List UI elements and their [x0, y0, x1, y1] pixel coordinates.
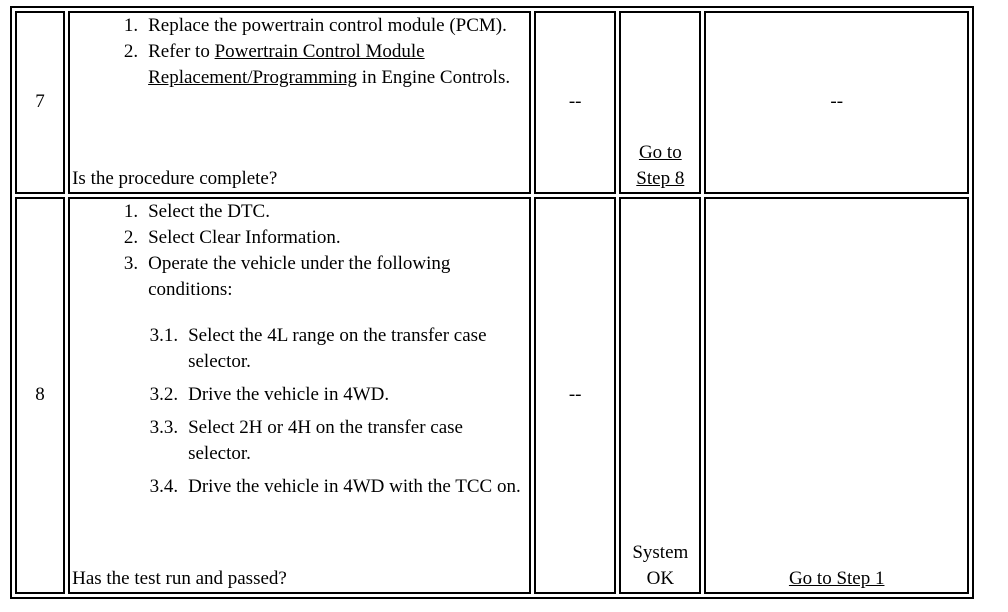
item-number: 3. [123, 252, 139, 274]
action-list [70, 13, 529, 91]
action-list [70, 199, 529, 303]
item-text: Select 2H or 4H on the transfer case selector. [188, 416, 463, 464]
step-question: Is the procedure complete? [72, 167, 278, 189]
value-cell: -- [534, 197, 616, 594]
step-number: 7 [15, 11, 65, 194]
item-text-pre: Refer to [148, 41, 215, 62]
list-item [70, 415, 529, 467]
step-number: 8 [15, 197, 65, 594]
step-question: Has the test run and passed? [72, 568, 287, 589]
yes-cell [619, 197, 701, 594]
list-item [70, 382, 529, 408]
yes-line-1: System [632, 542, 689, 563]
yes-line-2: OK [646, 568, 675, 589]
action-cell [68, 11, 531, 194]
value-cell: -- [534, 11, 616, 194]
go-to-step-8-link[interactable] [636, 140, 684, 192]
action-cell [68, 197, 531, 594]
system-ok-text [632, 540, 688, 592]
step-row-8 [15, 197, 969, 594]
item-text: Drive the vehicle in 4WD with the TCC on. [188, 475, 521, 497]
list-item [70, 323, 529, 375]
list-item [70, 199, 529, 225]
item-number: 2. [123, 226, 139, 248]
yes-line-2: Step 8 [636, 167, 685, 189]
item-number: 3.2. [149, 383, 179, 405]
pcm-replacement-link[interactable]: Powertrain Control Module Replacement/Programming [148, 41, 425, 88]
list-item [70, 225, 529, 251]
item-text-post: in Engine Controls. [357, 67, 511, 88]
list-item [70, 474, 529, 500]
item-number: 3.3. [149, 416, 179, 438]
item-number: 1. [123, 200, 139, 222]
subaction-list [70, 323, 529, 500]
step-row-7 [15, 11, 969, 194]
list-item [70, 13, 529, 39]
list-item [70, 251, 529, 303]
list-item [70, 39, 529, 91]
item-text: Select the 4L range on the transfer case selector. [188, 324, 487, 372]
item-text: Operate the vehicle under the following conditions: [148, 252, 451, 300]
yes-cell [619, 11, 701, 194]
procedure-table [10, 6, 974, 599]
item-text: Select the DTC. [148, 200, 270, 222]
no-cell: -- [704, 11, 969, 194]
item-number: 3.4. [149, 475, 179, 497]
item-number: 2. [123, 41, 139, 62]
go-to-step-1-link[interactable]: Go to Step 1 [788, 568, 885, 589]
item-text [148, 39, 529, 91]
item-number: 1. [123, 15, 139, 36]
no-cell [704, 197, 969, 594]
item-text: Drive the vehicle in 4WD. [188, 383, 390, 405]
item-number: 3.1. [149, 324, 179, 346]
item-text: Replace the powertrain control module (PCM). [148, 15, 507, 36]
yes-line-1: Go to [638, 141, 682, 163]
item-text: Select Clear Information. [148, 226, 341, 248]
